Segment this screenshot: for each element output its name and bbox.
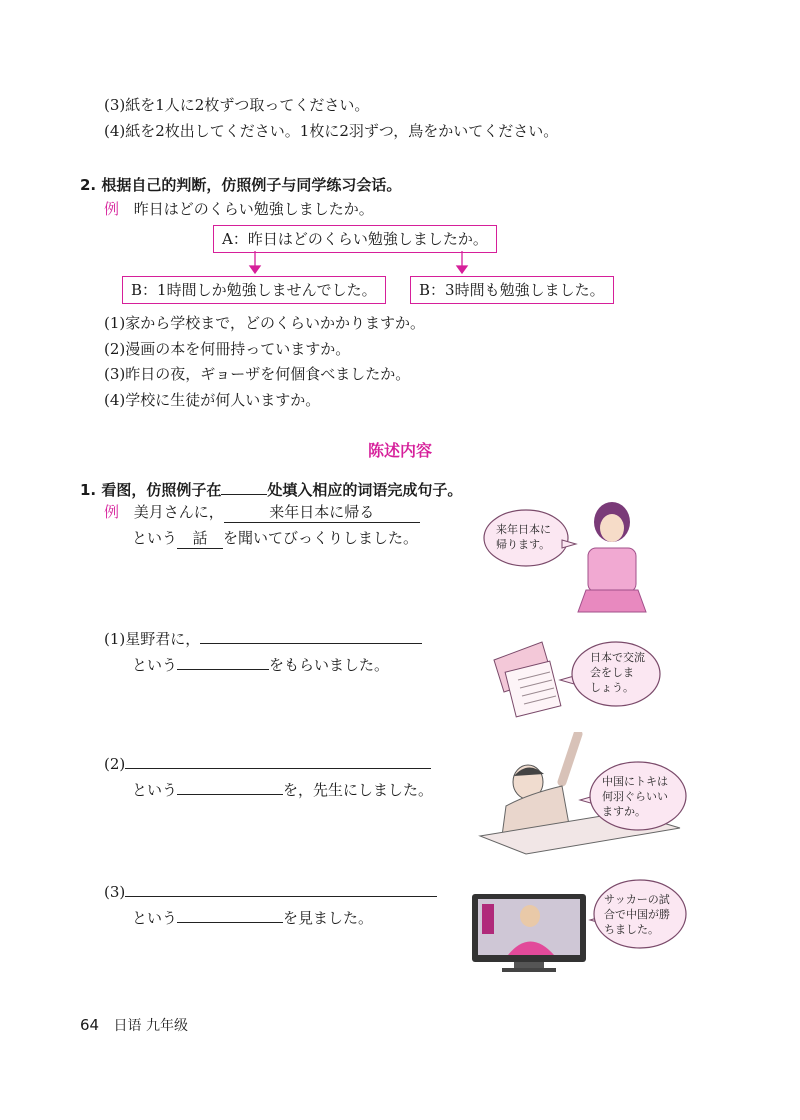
girl-figure [578,502,646,612]
exercise-2-item-1: (1)家から学校まで，どのくらいかかりますか。 [104,314,425,332]
example-line-1 [104,502,420,523]
letter-illustration [490,636,680,720]
q3-suffix: を見ました。 [283,909,374,927]
bubble-q1-text: 日本で交流 会をしま しょう。 [590,651,645,694]
exercise-1-heading [80,478,462,500]
q2-toiu: という [132,781,178,799]
q1-blank-2[interactable] [177,653,269,670]
example-text: 昨日はどのくらい勉強しましたか。 [133,200,374,218]
bubble-example-text: 来年日本に 帰ります。 [496,523,551,551]
tv-icon [472,894,586,972]
q1-prefix: (1)星野君に， [104,630,201,648]
page-number: 64 [80,1016,100,1034]
exercise-2-item-4: (4)学校に生徒が何人いますか。 [104,391,321,409]
q3-toiu: という [132,909,178,927]
example-fill-2: 話 [177,528,223,549]
dialog-box-a: A：昨日はどのくらい勉強しましたか。 [213,225,497,253]
q2-line-2 [132,778,433,800]
example-label: 例 [104,200,120,218]
exercise-2-item-3: (3)昨日の夜，ギョーザを何個食べましたか。 [104,365,411,383]
q2-blank-1[interactable] [125,752,431,769]
example-toiu: という [132,529,178,547]
heading-blank [221,478,267,495]
dialog-box-b2: B：3時間も勉強しました。 [410,276,614,304]
q3-prefix: (3) [104,883,126,901]
example-label: 例 [104,503,120,521]
q1-line-1 [104,627,422,649]
q1-suffix: をもらいました。 [269,656,390,674]
example-suffix: を聞いてびっくりしました。 [223,529,419,547]
example-prefix: 美月さんに， [133,503,224,521]
q2-line-1 [104,752,431,774]
q2-blank-2[interactable] [177,778,283,795]
envelope-icon [494,642,561,717]
q2-suffix: を，先生にしました。 [283,781,434,799]
q2-prefix: (2) [104,755,126,773]
section-title: 陈述内容 [367,441,432,460]
exercise-2-item-2: (2)漫画の本を何冊持っていますか。 [104,340,351,358]
dialog-box-b1: B：1時間しか勉強しませんでした。 [122,276,386,304]
example-line-2 [132,528,418,549]
example-fill: 来年日本に帰る [224,502,420,523]
q1-line-2 [132,653,389,675]
dialog-arrows [0,0,800,290]
girl-illustration [476,498,666,614]
q3-blank-2[interactable] [177,906,283,923]
item-4: (4)紙を2枚出してください。1枚に2羽ずつ，鳥をかいてください。 [104,122,559,140]
book-title: 日语 九年级 [113,1018,188,1034]
q3-line-2 [132,906,373,928]
bubble-q2-text: 中国にトキは 何羽ぐらいい ますか。 [602,775,668,818]
q1-toiu: という [132,656,178,674]
q3-blank-1[interactable] [125,880,437,897]
bubble-q3-text: サッカーの試 合で中国が勝 ちました。 [604,893,670,936]
item-3: (3)紙を1人に2枚ずつ取ってください。 [104,96,370,114]
footer [80,1015,188,1035]
exercise-2-heading: 2. 根据自己的判断，仿照例子与同学练习会话。 [80,176,402,194]
heading-after: 处填入相应的词语完成句子。 [267,481,463,499]
q3-line-1 [104,880,437,902]
heading-before: 1. 看图，仿照例子在 [80,481,222,499]
q1-blank-1[interactable] [200,627,422,644]
